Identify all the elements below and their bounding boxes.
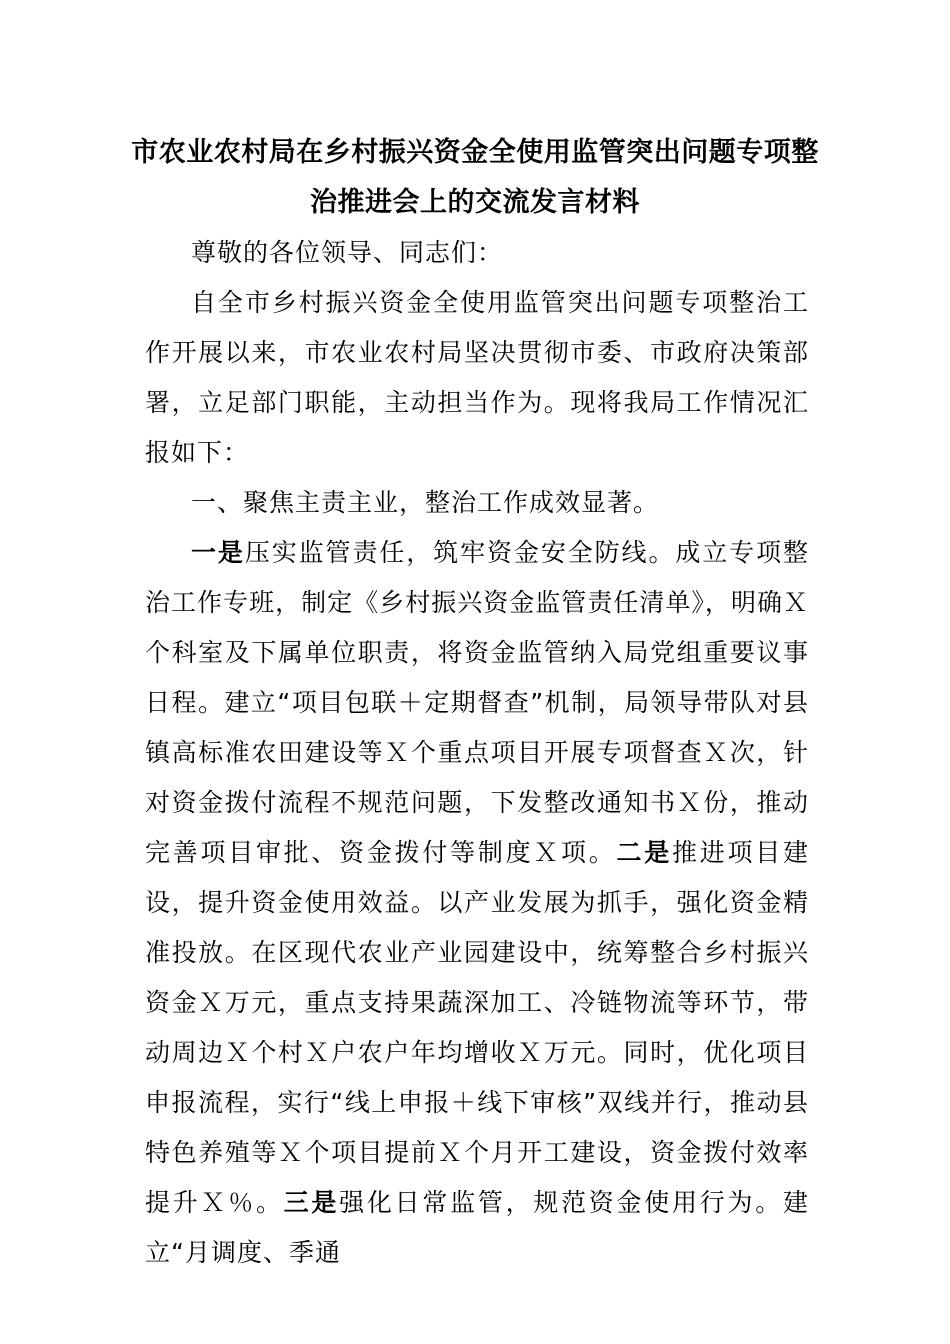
document-body	[145, 228, 809, 1278]
intro-paragraph: 自全市乡村振兴资金全使用监管突出问题专项整治工作开展以来，市农业农村局坚决贯彻市委、市政府决策部署，立足部门职能，主动担当作为。现将我局工作情况汇报如下：	[145, 288, 809, 467]
body-paragraph	[145, 528, 809, 1278]
paragraph-text-1: 压实监管责任，筑牢资金安全防线。成立专项整治工作专班，制定《乡村振兴资金监管责任清单》，明确Ｘ个科室及下属单位职责，将资金监管纳入局党组重要议事日程。建立“项目包联＋定期督查”机制，局领导带队对县镇高标准农田建设等Ｘ个重点项目开展专项督查Ｘ次，针对资金拨付流程不规范问题，下发整改通知书Ｘ份，推动完善项目审批、资金拨付等制度Ｘ项。	[145, 538, 809, 867]
lead-phrase-1: 一是	[191, 538, 245, 567]
lead-phrase-3: 三是	[283, 1188, 340, 1217]
lead-phrase-2: 二是	[616, 838, 673, 867]
section-heading: 一、聚焦主责主业，整治工作成效显著。	[191, 488, 660, 517]
paragraph-text-3: 强化日常监管，规范资金使用行为。建立“月调度、季通	[145, 1188, 809, 1267]
paragraph-text-2: 推进项目建设，提升资金使用效益。以产业发展为抓手，强化资金精准投放。在区现代农业产业园建设中，统筹整合乡村振兴资金Ｘ万元，重点支持果蔬深加工、冷链物流等环节，带动周边Ｘ个村Ｘ户农户年均增收Ｘ万元。同时，优化项目申报流程，实行“线上申报＋线下审核”双线并行，推动县特色养殖等Ｘ个项目提前Ｘ个月开工建设，资金拨付效率提升Ｘ％。	[145, 838, 809, 1217]
salutation: 尊敬的各位领导、同志们：	[191, 238, 504, 267]
document-title: 市农业农村局在乡村振兴资金全使用监管突出问题专项整治推进会上的交流发言材料	[131, 137, 819, 218]
